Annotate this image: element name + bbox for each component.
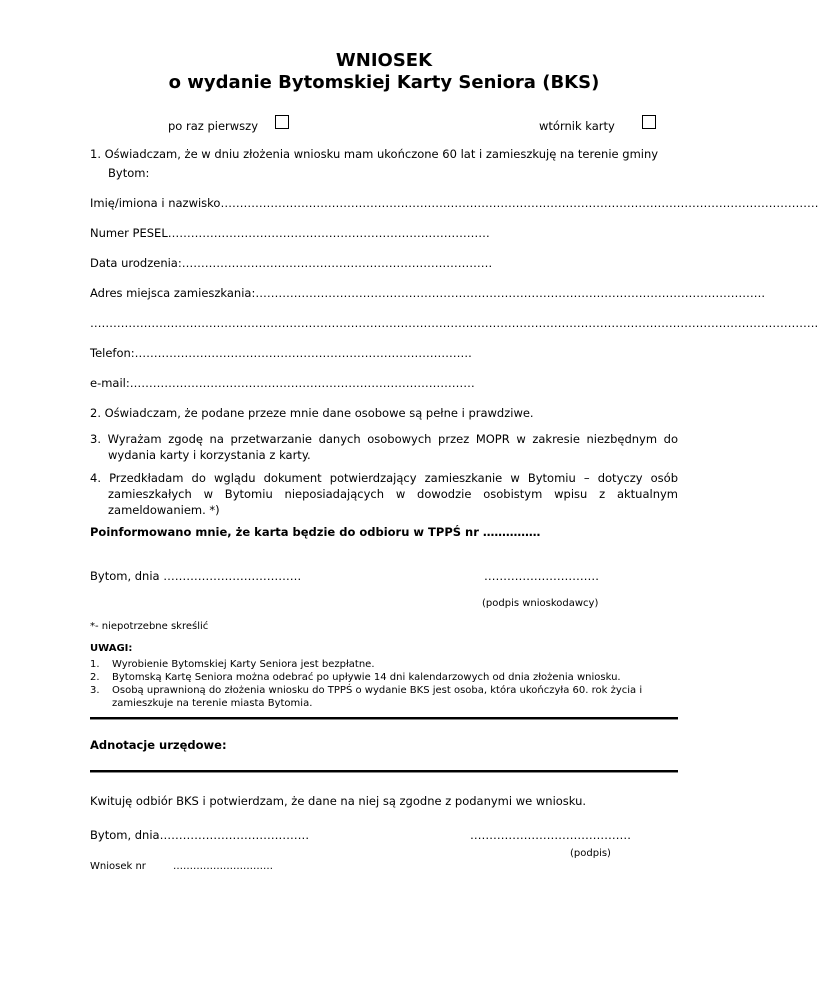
date-of-birth-field[interactable]: Data urodzenia:……………………………………………………………………… — [90, 256, 493, 270]
form-subtitle: o wydanie Bytomskiej Karty Seniora (BKS) — [168, 72, 600, 93]
declaration-3: 3. Wyrażam zgodę na przetwarzanie danych osobowych przez MOPR w zakresie niezbędnym do wydania karty i korzystania z karty. — [90, 432, 678, 462]
receipt-signature-caption: (podpis) — [570, 848, 611, 859]
applicant-signature-line[interactable]: ………………………… — [484, 569, 599, 583]
duplicate-checkbox[interactable] — [642, 115, 656, 129]
declaration-2: 2. Oświadczam, że podane przeze mnie dane osobowe są pełne i prawdziwe. — [90, 406, 534, 420]
residence-statement: 1. Oświadczam, że w dniu złożenia wniosku mam ukończone 60 lat i zamieszkuję na terenie gminy — [90, 147, 659, 161]
remark-item: 1. Wyrobienie Bytomskiej Karty Seniora jest bezpłatne. — [90, 659, 375, 670]
application-number-label: Wniosek nr — [90, 861, 146, 872]
remark-item: 3. Osobą uprawnioną do złożenia wniosku do TPPŚ o wydanie BKS jest osoba, która ukończyła 60. rok życia i zamieszkuje na terenie miasta Bytomia. — [90, 685, 643, 709]
declaration-4: 4. Przedkładam do wglądu dokument potwierdzający zamieszkanie w Bytomiu – dotyczy osób zamieszkałych w Bytomiu nieposiadających w dowodzie osobistym wpisu z aktualnym zameldowaniem. *) — [90, 471, 678, 517]
residence-statement-cont: Bytom: — [108, 166, 150, 180]
first-time-checkbox[interactable] — [275, 115, 289, 129]
pesel-field[interactable]: Numer PESEL………………………………………………………………………… — [90, 226, 490, 240]
form-title: WNIOSEK — [335, 50, 433, 71]
remarks-heading: UWAGI: — [90, 643, 133, 654]
receipt-date[interactable]: Bytom, dnia………………………………… — [90, 828, 310, 842]
section-divider — [90, 717, 678, 720]
address-field-cont[interactable]: ………………………………………………………………………………………………………………………………………………………………………. — [90, 316, 818, 330]
remark-item: 2. Bytomską Kartę Seniora można odebrać po upływie 14 dni kalendarzowych od dnia złożenia wniosku. — [90, 672, 621, 683]
remarks-list — [90, 658, 678, 710]
receipt-signature-line[interactable]: …………………………………… — [470, 828, 631, 842]
email-field[interactable]: e-mail:……………………………………………………………………………… — [90, 376, 475, 390]
name-field[interactable]: Imię/imiona i nazwisko………………………………………………………………………………………………………………………………………… — [90, 196, 818, 210]
application-date[interactable]: Bytom, dnia ……………………………… — [90, 569, 302, 583]
section-divider — [90, 770, 678, 773]
application-number-line[interactable]: ………………………… — [173, 861, 273, 872]
pickup-notice: Poinformowano mnie, że karta będzie do odbioru w TPPŚ nr …………… — [90, 525, 541, 539]
official-notes-heading: Adnotacje urzędowe: — [90, 738, 227, 752]
phone-field[interactable]: Telefon:……………………………………………………………………………. — [90, 346, 472, 360]
applicant-signature-caption: (podpis wnioskodawcy) — [482, 598, 599, 609]
footnote: *- niepotrzebne skreślić — [90, 621, 209, 632]
duplicate-label: wtórnik karty — [539, 119, 615, 133]
receipt-statement: Kwituję odbiór BKS i potwierdzam, że dane na niej są zgodne z podanymi we wniosku. — [90, 794, 587, 808]
address-field[interactable]: Adres miejsca zamieszkania:……………………………………………………………………………………………………………………. — [90, 286, 765, 300]
first-time-label: po raz pierwszy — [168, 119, 258, 133]
